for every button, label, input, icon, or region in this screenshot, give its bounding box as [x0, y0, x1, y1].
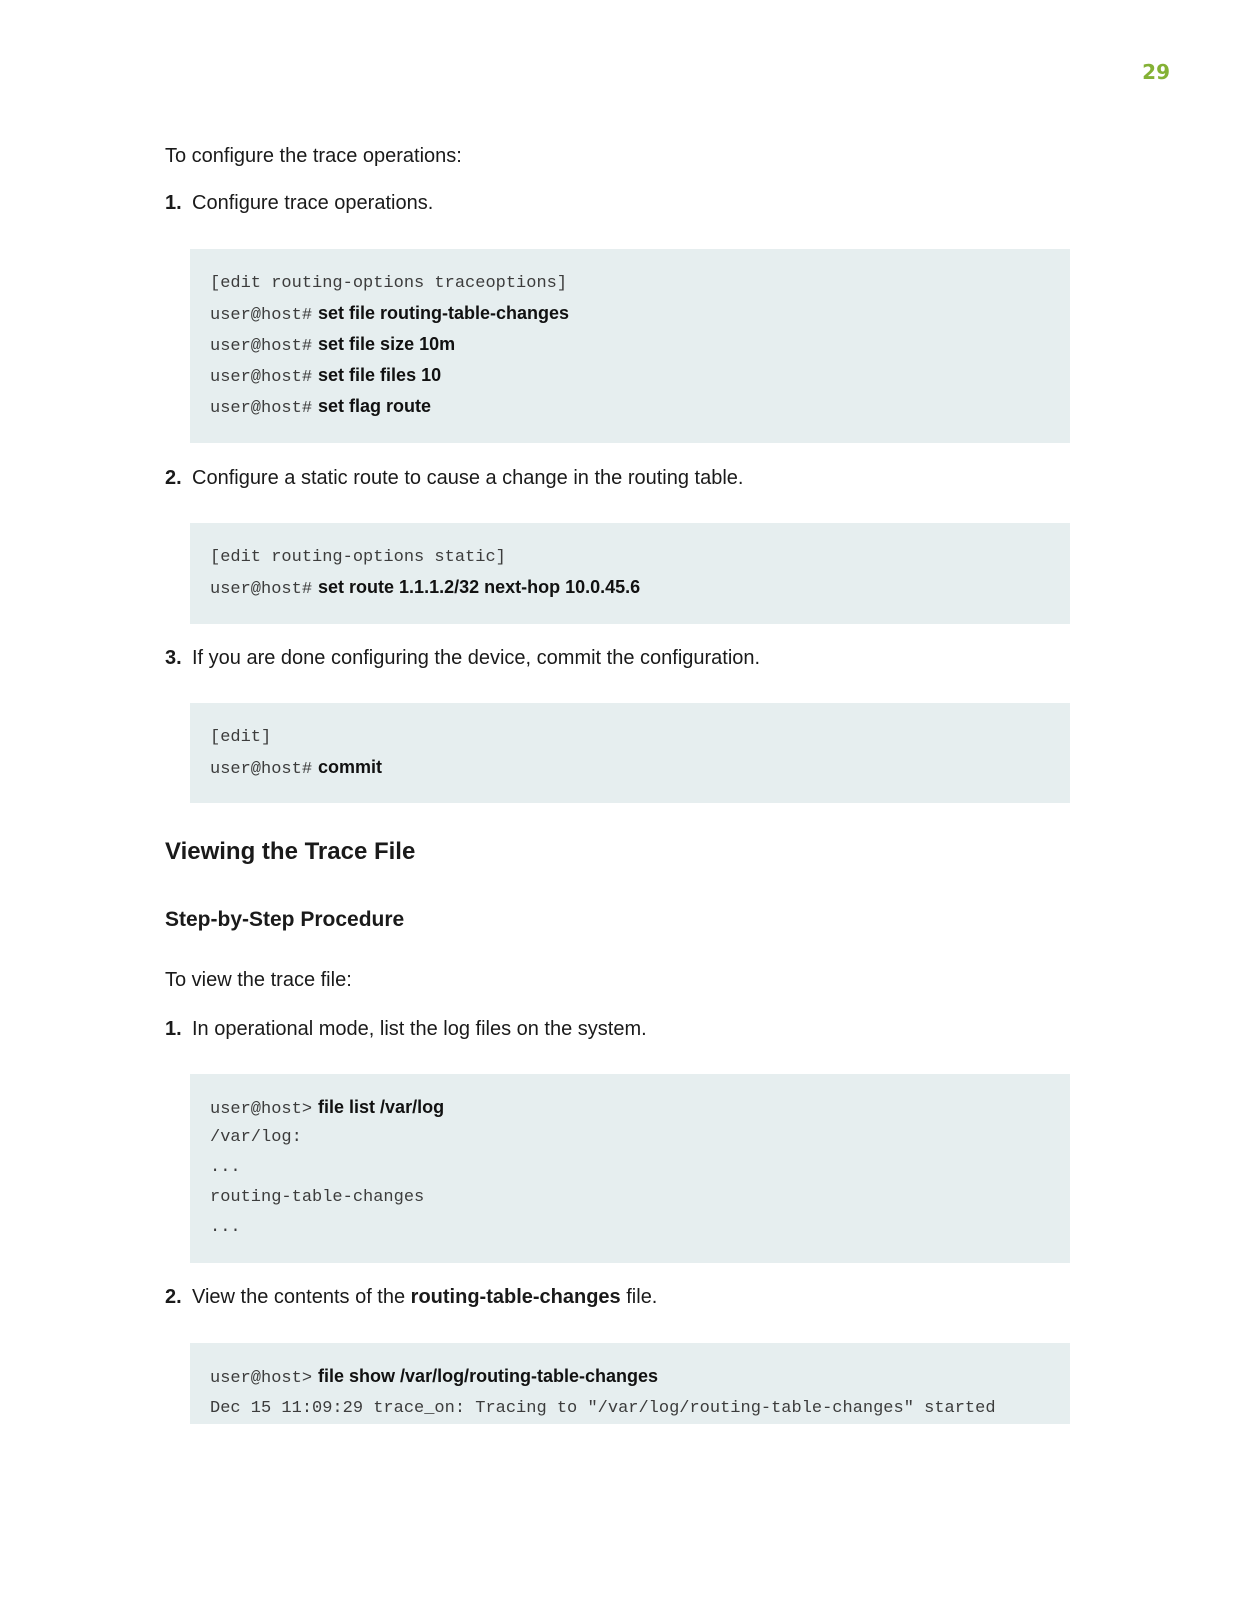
code-output: ...	[210, 1158, 241, 1177]
code-block-file-show	[190, 1343, 1070, 1424]
step-text: If you are done configuring the device, commit the configuration.	[192, 647, 761, 669]
config-step-1	[165, 190, 433, 216]
code-line: user@host# set file files 10	[210, 365, 442, 387]
code-context: [edit]	[210, 728, 272, 747]
code-line: user@host# commit	[210, 757, 383, 779]
code-line: user@host# set file routing-table-changes	[210, 303, 570, 325]
subsection-heading: Step-by-Step Procedure	[165, 908, 405, 931]
page-number: 29	[1142, 60, 1170, 84]
step-number: 3.	[165, 647, 182, 669]
view-step-2	[165, 1284, 657, 1310]
code-output: ...	[210, 1218, 241, 1237]
config-step-3	[165, 645, 760, 671]
step-number: 2.	[165, 1286, 182, 1308]
step-text-filename: routing-table-changes	[410, 1286, 621, 1308]
config-step-2	[165, 465, 743, 491]
step-number: 1.	[165, 1018, 182, 1040]
step-text: Configure a static route to cause a change in the routing table.	[192, 467, 744, 489]
step-number: 2.	[165, 467, 182, 489]
code-block-static	[190, 523, 1070, 624]
code-line: user@host> file show /var/log/routing-table-changes	[210, 1366, 659, 1388]
view-intro-text: To view the trace file:	[165, 969, 352, 991]
code-line: user@host# set route 1.1.1.2/32 next-hop 10.0.45.6	[210, 577, 641, 599]
code-output: Dec 15 11:09:29 trace_on: Tracing to "/var/log/routing-table-changes" started	[210, 1399, 996, 1418]
code-block-commit	[190, 703, 1070, 803]
step-text: In operational mode, list the log files on the system.	[192, 1018, 647, 1040]
step-text-before: View the contents of the	[192, 1286, 411, 1308]
code-output: routing-table-changes	[210, 1188, 425, 1207]
intro-text: To configure the trace operations:	[165, 145, 462, 167]
view-step-1	[165, 1016, 647, 1042]
section-heading: Viewing the Trace File	[165, 838, 416, 865]
code-output: /var/log:	[210, 1128, 302, 1147]
code-context: [edit routing-options static]	[210, 548, 506, 567]
code-context: [edit routing-options traceoptions]	[210, 274, 568, 293]
step-text-after: file.	[620, 1286, 658, 1308]
code-block-traceoptions	[190, 249, 1070, 443]
step-text: Configure trace operations.	[192, 192, 434, 214]
code-line: user@host# set flag route	[210, 396, 432, 418]
code-line: user@host# set file size 10m	[210, 334, 456, 356]
code-block-file-list	[190, 1074, 1070, 1263]
step-number: 1.	[165, 192, 182, 214]
code-line: user@host> file list /var/log	[210, 1097, 445, 1119]
